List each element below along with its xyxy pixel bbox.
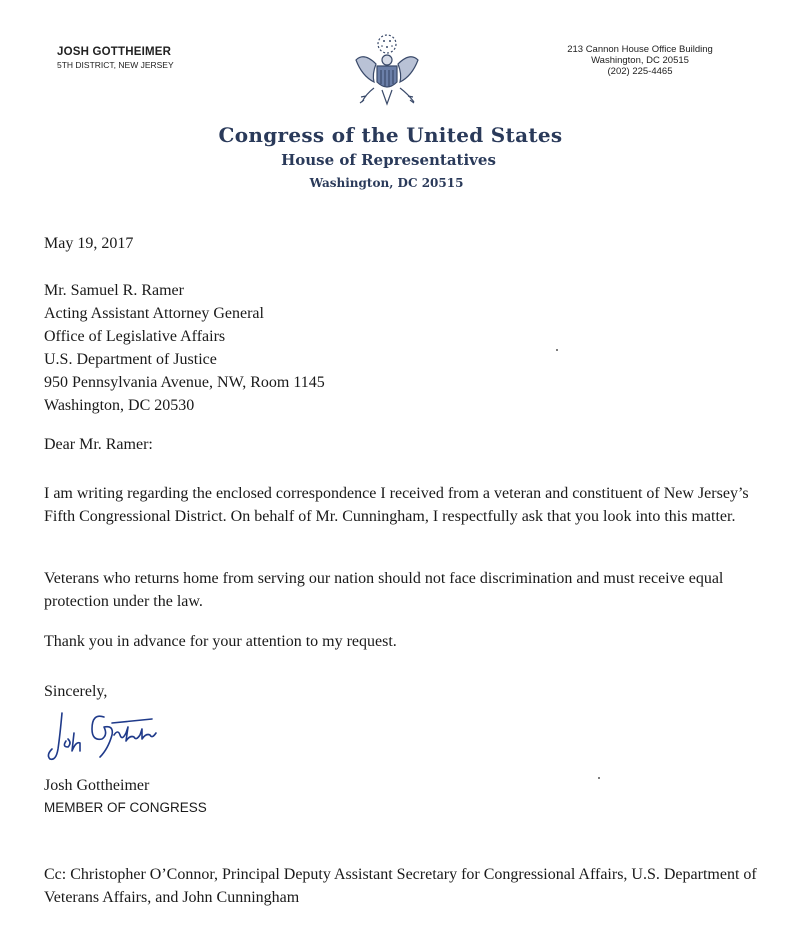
signer-title: MEMBER OF CONGRESS [44, 800, 207, 815]
recipient-name: Mr. Samuel R. Ramer [44, 282, 184, 299]
member-name: JOSH GOTTHEIMER [57, 46, 172, 58]
salutation: Dear Mr. Ramer: [44, 436, 153, 453]
house-title: House of Representatives [281, 151, 496, 169]
recipient-title: Acting Assistant Attorney General [44, 305, 264, 322]
member-district: 5TH DISTRICT, NEW JERSEY [57, 60, 174, 70]
signer-name: Josh Gottheimer [44, 777, 150, 794]
office-address-line2: Washington, DC 20515 [591, 55, 689, 66]
recipient-address [44, 279, 325, 417]
office-address-line1: 213 Cannon House Office Building [567, 44, 713, 55]
letterhead-office-address [555, 44, 725, 77]
body-paragraph: Thank you in advance for your attention to my request. [44, 633, 397, 650]
letterhead-city: Washington, DC 20515 [309, 176, 464, 190]
closing: Sincerely, [44, 683, 108, 700]
cc-line: Cc: Christopher O’Connor, Principal Deputy Assistant Secretary for Congressional Affairs, U.S. Department of Veterans Affairs, and John Cunningham [44, 866, 757, 906]
recipient-department: U.S. Department of Justice [44, 351, 217, 368]
letter-date: May 19, 2017 [44, 235, 134, 252]
body-paragraph: I am writing regarding the enclosed correspondence I received from a veteran and constituent of New Jersey’s Fifth Congressional District. On behalf of Mr. Cunningham, I respectfully ask that you look into this matter. [44, 485, 749, 525]
body-paragraph: Veterans who returns home from serving our nation should not face discrimination and must receive equal protection under the law. [44, 570, 724, 610]
scan-speck [598, 777, 600, 779]
recipient-street: 950 Pennsylvania Avenue, NW, Room 1145 [44, 374, 325, 391]
letterhead-member-block [57, 46, 174, 70]
office-phone: (202) 225-4465 [607, 66, 673, 77]
eagle-seal-icon [344, 30, 430, 116]
scan-speck [556, 349, 558, 351]
handwritten-signature-icon [42, 705, 172, 767]
recipient-city: Washington, DC 20530 [44, 397, 195, 414]
recipient-office: Office of Legislative Affairs [44, 328, 226, 345]
congress-title: Congress of the United States [218, 123, 563, 147]
